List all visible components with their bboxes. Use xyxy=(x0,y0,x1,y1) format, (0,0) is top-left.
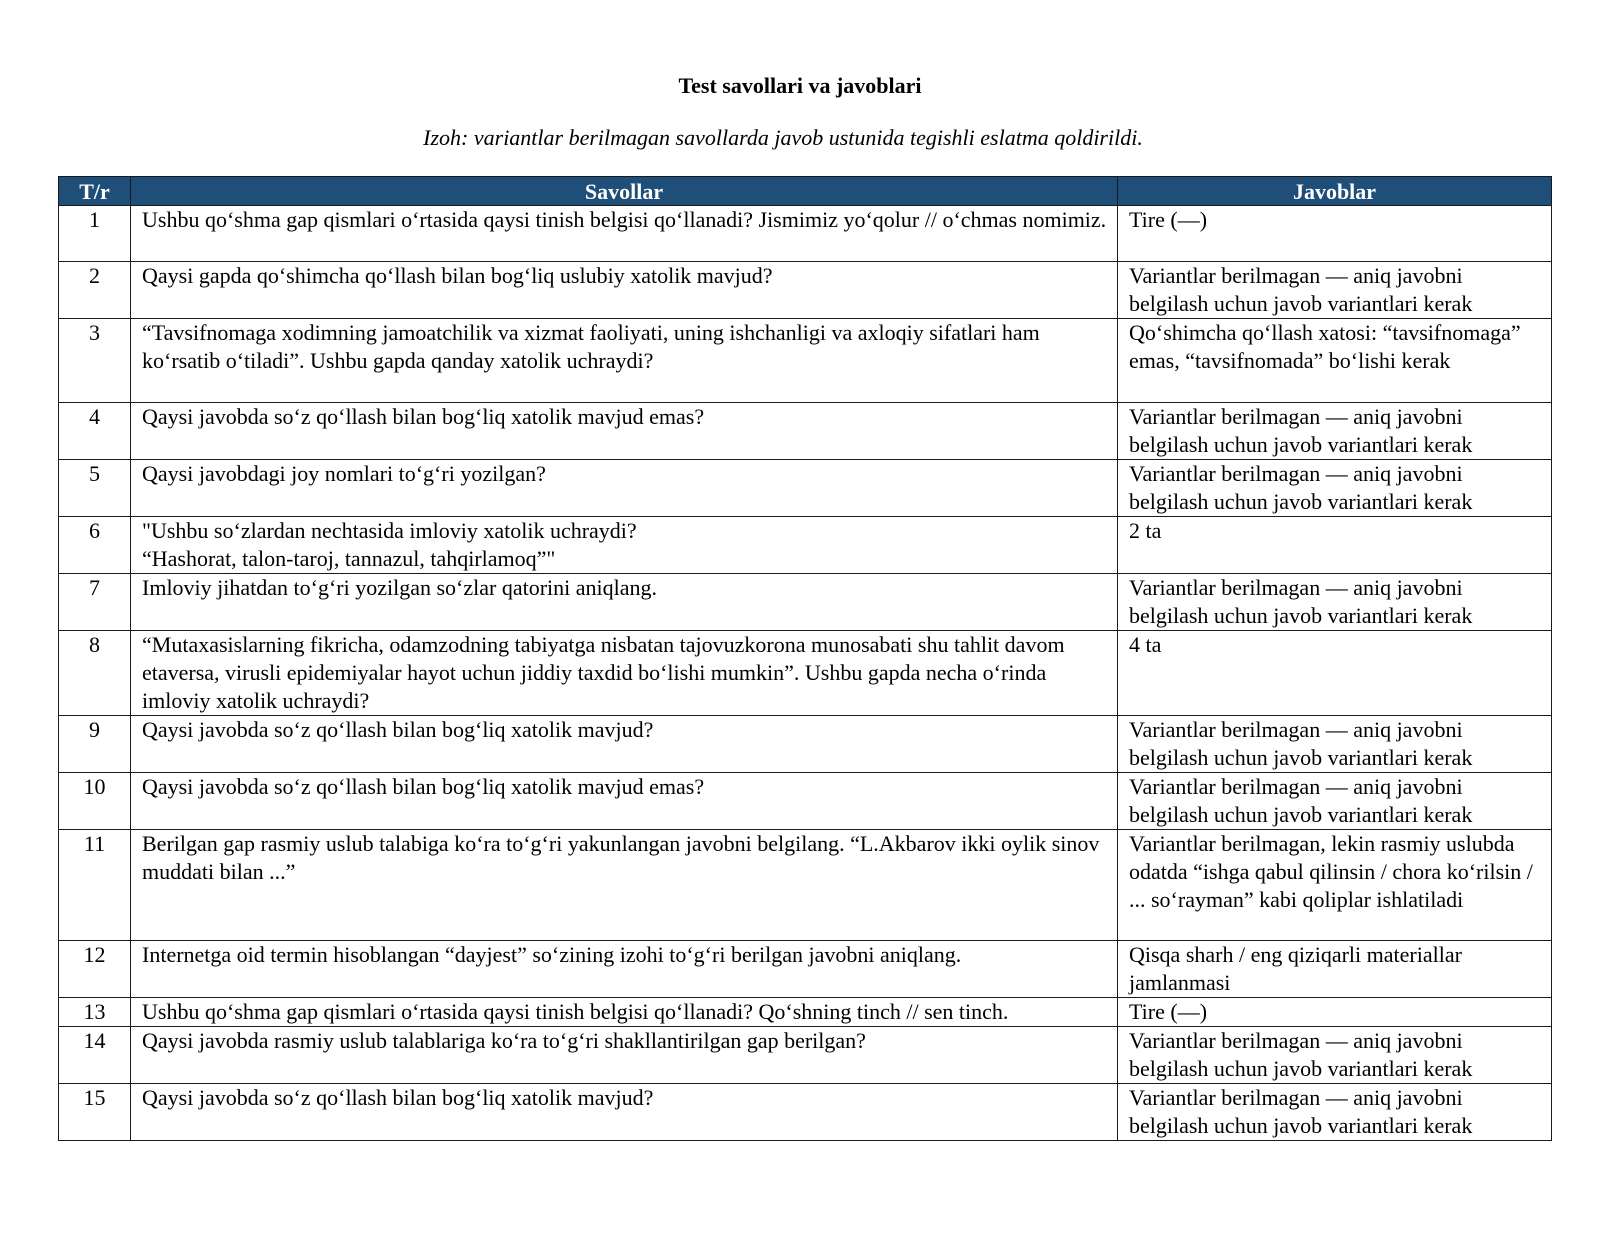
answer-cell: 2 ta xyxy=(1118,517,1552,574)
answer-cell: Variantlar berilmagan — aniq javobni belgilash uchun javob variantlari kerak xyxy=(1118,262,1552,319)
document-title: Test savollari va javoblari xyxy=(678,73,922,98)
answer-cell: Tire (—) xyxy=(1118,998,1552,1027)
question-cell: Imloviy jihatdan to‘g‘ri yozilgan so‘zlar qatorini aniqlang. xyxy=(131,574,1118,631)
table-row xyxy=(59,319,1552,403)
row-number: 15 xyxy=(59,1084,131,1141)
table-row xyxy=(59,773,1552,830)
question-cell: Ushbu qo‘shma gap qismlari o‘rtasida qaysi tinish belgisi qo‘llanadi? Qo‘shning tinch // sen tinch. xyxy=(131,998,1118,1027)
answer-cell: Variantlar berilmagan — aniq javobni belgilash uchun javob variantlari kerak xyxy=(1118,460,1552,517)
question-cell: Berilgan gap rasmiy uslub talabiga ko‘ra to‘g‘ri yakunlangan javobni belgilang. “L.Akbarov ikki oylik sinov muddati bilan ...” xyxy=(131,830,1118,941)
row-number: 8 xyxy=(59,631,131,716)
question-cell: Qaysi javobda so‘z qo‘llash bilan bog‘liq xatolik mavjud emas? xyxy=(131,773,1118,830)
table-row xyxy=(59,517,1552,574)
table-row xyxy=(59,460,1552,517)
row-number: 11 xyxy=(59,830,131,941)
header-number: T/r xyxy=(59,177,131,206)
row-number: 2 xyxy=(59,262,131,319)
answer-cell: Variantlar berilmagan, lekin rasmiy uslubda odatda “ishga qabul qilinsin / chora ko‘rilsin / ... so‘rayman” kabi qoliplar ishlatiladi xyxy=(1118,830,1552,941)
row-number: 6 xyxy=(59,517,131,574)
question-cell: Ushbu qo‘shma gap qismlari o‘rtasida qaysi tinish belgisi qo‘llanadi? Jismimiz yo‘qolur // o‘chmas nomimiz. xyxy=(131,206,1118,262)
row-number: 12 xyxy=(59,941,131,998)
answer-cell: Variantlar berilmagan — aniq javobni belgilash uchun javob variantlari kerak xyxy=(1118,403,1552,460)
table-row xyxy=(59,941,1552,998)
answer-cell: Tire (—) xyxy=(1118,206,1552,262)
questions-table xyxy=(58,176,1552,1141)
row-number: 3 xyxy=(59,319,131,403)
row-number: 7 xyxy=(59,574,131,631)
answer-cell: Variantlar berilmagan — aniq javobni belgilash uchun javob variantlari kerak xyxy=(1118,773,1552,830)
header-answers: Javoblar xyxy=(1118,177,1552,206)
table-row xyxy=(59,998,1552,1027)
table-row xyxy=(59,206,1552,262)
table-row xyxy=(59,403,1552,460)
question-cell: Qaysi javobda so‘z qo‘llash bilan bog‘liq xatolik mavjud? xyxy=(131,1084,1118,1141)
answer-cell: Variantlar berilmagan — aniq javobni belgilash uchun javob variantlari kerak xyxy=(1118,574,1552,631)
question-cell xyxy=(131,517,1118,574)
row-number: 10 xyxy=(59,773,131,830)
table-row xyxy=(59,262,1552,319)
question-line: “Hashorat, talon-taroj, tannazul, tahqirlamoq”" xyxy=(142,546,556,571)
question-cell: Internetga oid termin hisoblangan “dayjest” so‘zining izohi to‘g‘ri berilgan javobni aniqlang. xyxy=(131,941,1118,998)
answer-cell: Variantlar berilmagan — aniq javobni belgilash uchun javob variantlari kerak xyxy=(1118,1027,1552,1084)
row-number: 13 xyxy=(59,998,131,1027)
table-row xyxy=(59,631,1552,716)
document-note: Izoh: variantlar berilmagan savollarda javob ustunida tegishli eslatma qoldirildi. xyxy=(423,125,1143,150)
row-number: 4 xyxy=(59,403,131,460)
answer-cell: Variantlar berilmagan — aniq javobni belgilash uchun javob variantlari kerak xyxy=(1118,1084,1552,1141)
question-line: "Ushbu so‘zlardan nechtasida imloviy xatolik uchraydi? xyxy=(142,518,637,543)
question-cell: Qaysi javobda rasmiy uslub talablariga ko‘ra to‘g‘ri shakllantirilgan gap berilgan? xyxy=(131,1027,1118,1084)
table-row xyxy=(59,716,1552,773)
header-questions: Savollar xyxy=(131,177,1118,206)
answer-cell: Qo‘shimcha qo‘llash xatosi: “tavsifnomaga” emas, “tavsifnomada” bo‘lishi kerak xyxy=(1118,319,1552,403)
answer-cell: Variantlar berilmagan — aniq javobni belgilash uchun javob variantlari kerak xyxy=(1118,716,1552,773)
row-number: 5 xyxy=(59,460,131,517)
question-cell: “Tavsifnomaga xodimning jamoatchilik va xizmat faoliyati, uning ishchanligi va axloqiy sifatlari ham ko‘rsatib o‘tiladi”. Ushbu gapda qanday xatolik uchraydi? xyxy=(131,319,1118,403)
question-cell: Qaysi javobdagi joy nomlari to‘g‘ri yozilgan? xyxy=(131,460,1118,517)
table-row xyxy=(59,1027,1552,1084)
table-row xyxy=(59,574,1552,631)
row-number: 14 xyxy=(59,1027,131,1084)
question-cell: Qaysi javobda so‘z qo‘llash bilan bog‘liq xatolik mavjud? xyxy=(131,716,1118,773)
question-cell: Qaysi javobda so‘z qo‘llash bilan bog‘liq xatolik mavjud emas? xyxy=(131,403,1118,460)
answer-cell: Qisqa sharh / eng qiziqarli materiallar jamlanmasi xyxy=(1118,941,1552,998)
table-row xyxy=(59,1084,1552,1141)
question-cell: “Mutaxasislarning fikricha, odamzodning tabiyatga nisbatan tajovuzkorona munosabati shu tahlit davom etaversa, virusli epidemiyalar hayot uchun jiddiy taxdid bo‘lishi mumkin”. Ushbu gapda necha o‘rinda imloviy xatolik uchraydi? xyxy=(131,631,1118,716)
row-number: 9 xyxy=(59,716,131,773)
table-row xyxy=(59,830,1552,941)
answer-cell: 4 ta xyxy=(1118,631,1552,716)
question-cell: Qaysi gapda qo‘shimcha qo‘llash bilan bog‘liq uslubiy xatolik mavjud? xyxy=(131,262,1118,319)
row-number: 1 xyxy=(59,206,131,262)
table-header-row xyxy=(59,177,1552,206)
